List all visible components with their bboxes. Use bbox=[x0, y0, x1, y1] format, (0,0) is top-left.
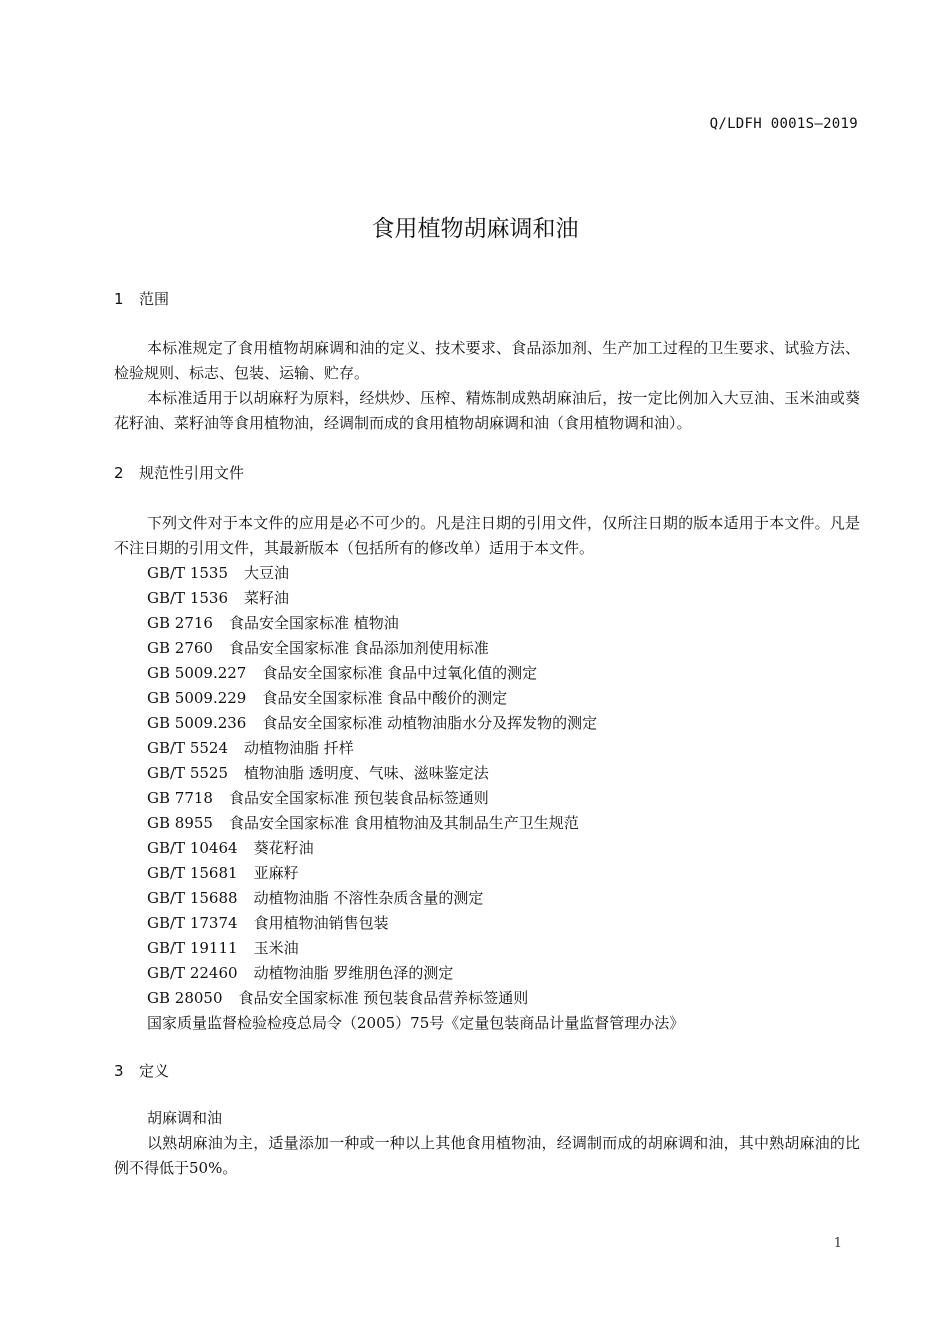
reference-code: GB 2716 bbox=[147, 614, 213, 632]
reference-item bbox=[147, 861, 684, 886]
paragraph: 以熟胡麻油为主，适量添加一种或一种以上其他食用植物油，经调制而成的胡麻调和油，其中熟胡麻油的比例不得低于50%。 bbox=[114, 1134, 860, 1177]
reference-item bbox=[147, 636, 684, 661]
reference-item bbox=[147, 1011, 684, 1036]
reference-item bbox=[147, 661, 684, 686]
reference-name: 食品安全国家标准 食品中过氧化值的测定 bbox=[262, 664, 538, 682]
reference-item bbox=[147, 586, 684, 611]
reference-item bbox=[147, 936, 684, 961]
reference-name: 食品安全国家标准 植物油 bbox=[228, 614, 399, 632]
reference-name: 动植物油脂 不溶性杂质含量的测定 bbox=[253, 889, 484, 907]
reference-code: GB 2760 bbox=[147, 639, 213, 657]
reference-name: 大豆油 bbox=[244, 564, 290, 582]
section-heading-scope bbox=[114, 288, 169, 309]
section-heading-definitions bbox=[114, 1060, 169, 1081]
section-number: 3 bbox=[114, 1062, 124, 1080]
reference-name: 食品安全国家标准 动植物油脂水分及挥发物的测定 bbox=[262, 714, 598, 732]
reference-item bbox=[147, 736, 684, 761]
paragraph: 本标准规定了食用植物胡麻调和油的定义、技术要求、食品添加剂、生产加工过程的卫生要求、试验方法、检验规则、标志、包装、运输、贮存。 bbox=[114, 339, 860, 382]
reference-code: GB/T 19111 bbox=[147, 939, 238, 957]
reference-item bbox=[147, 811, 684, 836]
section-title: 规范性引用文件 bbox=[139, 464, 245, 482]
reference-code: GB/T 1536 bbox=[147, 589, 229, 607]
reference-item bbox=[147, 911, 684, 936]
paragraph: 本标准适用于以胡麻籽为原料，经烘炒、压榨、精炼制成熟胡麻油后，按一定比例加入大豆油、玉米油或葵花籽油、菜籽油等食用植物油，经调制而成的食用植物胡麻调和油（食用植物调和油）。 bbox=[114, 389, 860, 432]
standard-code: Q/LDFH 0001S—2019 bbox=[709, 116, 858, 132]
reference-code: GB 5009.236 bbox=[147, 714, 247, 732]
reference-item bbox=[147, 711, 684, 736]
reference-code: GB/T 15681 bbox=[147, 864, 238, 882]
section-number: 2 bbox=[114, 464, 124, 482]
reference-code: GB/T 1535 bbox=[147, 564, 229, 582]
reference-item bbox=[147, 686, 684, 711]
reference-name: 植物油脂 透明度、气味、滋味鉴定法 bbox=[244, 764, 489, 782]
reference-code: 国家质量监督检验检疫总局令（2005）75号《定量包装商品计量监督管理办法》 bbox=[147, 1014, 685, 1032]
reference-item bbox=[147, 986, 684, 1011]
section-heading-normative-references bbox=[114, 462, 244, 483]
reference-code: GB 7718 bbox=[147, 789, 213, 807]
section-title: 范围 bbox=[139, 290, 170, 308]
reference-name: 葵花籽油 bbox=[253, 839, 314, 857]
reference-item bbox=[147, 561, 684, 586]
reference-item bbox=[147, 786, 684, 811]
reference-code: GB 28050 bbox=[147, 989, 223, 1007]
reference-code: GB/T 15688 bbox=[147, 889, 238, 907]
reference-name: 食品安全国家标准 预包装食品标签通则 bbox=[228, 789, 489, 807]
reference-name: 动植物油脂 扦样 bbox=[244, 739, 354, 757]
reference-code: GB 8955 bbox=[147, 814, 213, 832]
reference-code: GB 5009.227 bbox=[147, 664, 247, 682]
paragraph: 下列文件对于本文件的应用是必不可少的。凡是注日期的引用文件，仅所注日期的版本适用于本文件。凡是不注日期的引用文件，其最新版本（包括所有的修改单）适用于本文件。 bbox=[114, 514, 860, 557]
reference-code: GB/T 5524 bbox=[147, 739, 229, 757]
reference-name: 食品安全国家标准 预包装食品营养标签通则 bbox=[238, 989, 529, 1007]
reference-name: 食品安全国家标准 食品中酸价的测定 bbox=[262, 689, 508, 707]
reference-item bbox=[147, 611, 684, 636]
reference-code: GB/T 5525 bbox=[147, 764, 229, 782]
reference-name: 食品安全国家标准 食品添加剂使用标准 bbox=[228, 639, 489, 657]
reference-code: GB/T 22460 bbox=[147, 964, 238, 982]
section-number: 1 bbox=[114, 290, 124, 308]
reference-name: 菜籽油 bbox=[244, 589, 290, 607]
reference-name: 食品安全国家标准 食用植物油及其制品生产卫生规范 bbox=[228, 814, 579, 832]
reference-code: GB/T 17374 bbox=[147, 914, 238, 932]
reference-item bbox=[147, 961, 684, 986]
reference-item bbox=[147, 761, 684, 786]
reference-code: GB/T 10464 bbox=[147, 839, 238, 857]
section-title: 定义 bbox=[139, 1062, 170, 1080]
document-title: 食用植物胡麻调和油 bbox=[371, 216, 579, 242]
page-number: 1 bbox=[833, 1236, 842, 1251]
reference-name: 玉米油 bbox=[253, 939, 299, 957]
reference-code: GB 5009.229 bbox=[147, 689, 247, 707]
reference-item bbox=[147, 886, 684, 911]
reference-item bbox=[147, 836, 684, 861]
defined-term: 胡麻调和油 bbox=[147, 1109, 223, 1127]
reference-name: 食用植物油销售包装 bbox=[253, 914, 389, 932]
reference-list bbox=[147, 561, 684, 1036]
reference-name: 亚麻籽 bbox=[253, 864, 299, 882]
reference-name: 动植物油脂 罗维朋色泽的测定 bbox=[253, 964, 454, 982]
